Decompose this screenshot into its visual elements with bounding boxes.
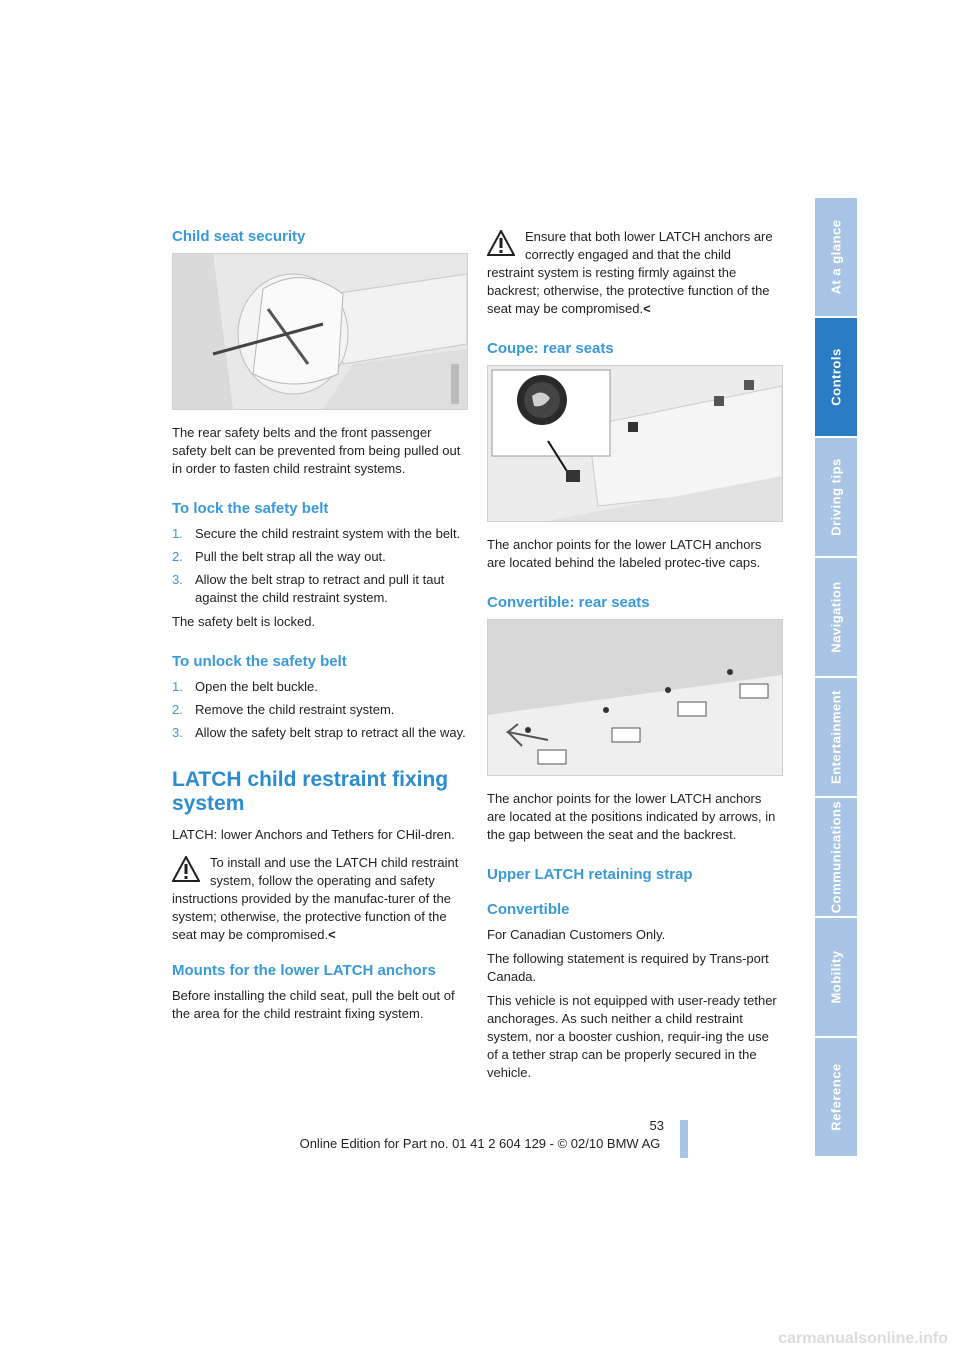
list-item xyxy=(172,548,466,566)
warning-text: To install and use the LATCH child restraint system, follow the operating and safety instructions provided by the manufac-turer of the system; otherwise, the protective function of the seat may be compromised. xyxy=(172,855,459,942)
warning-icon xyxy=(487,230,515,256)
tab-label: Communications xyxy=(828,800,844,914)
step-number: 3. xyxy=(172,725,183,740)
tab-entertainment[interactable] xyxy=(815,678,857,796)
heading-mounts: Mounts for the lower LATCH anchors xyxy=(172,962,436,979)
list-item xyxy=(172,678,466,696)
end-mark: < xyxy=(643,301,651,316)
warning-icon xyxy=(172,856,200,882)
watermark: carmanualsonline.info xyxy=(778,1330,948,1347)
step-text: Allow the safety belt strap to retract all the way. xyxy=(195,725,466,740)
step-number: 2. xyxy=(172,549,183,564)
tab-label: Driving tips xyxy=(828,458,844,536)
paragraph-locked: The safety belt is locked. xyxy=(172,614,316,629)
tab-reference[interactable] xyxy=(815,1038,857,1156)
step-number: 1. xyxy=(172,526,183,541)
end-mark: < xyxy=(328,927,336,942)
heading-child-seat-security: Child seat security xyxy=(172,228,306,245)
warning-install xyxy=(172,854,466,944)
heading-convertible: Convertible xyxy=(487,901,570,918)
tab-label: Entertainment xyxy=(828,690,844,784)
heading-lock-belt: To lock the safety belt xyxy=(172,500,329,517)
paragraph-coupe: The anchor points for the lower LATCH anchors are located behind the labeled protec-tive caps. xyxy=(487,537,762,570)
heading-upper-latch-strap: Upper LATCH retaining strap xyxy=(487,866,693,883)
step-number: 1. xyxy=(172,679,183,694)
paragraph-convertible: The anchor points for the lower LATCH anchors are located at the positions indicated by arrows, in the gap between the seat and the backrest. xyxy=(487,791,776,842)
heading-latch-system: LATCH child restraint fixing system xyxy=(172,768,449,815)
paragraph-canada: For Canadian Customers Only. xyxy=(487,927,666,942)
page-number: 53 xyxy=(649,1118,664,1133)
tab-driving-tips[interactable] xyxy=(815,438,857,556)
warning-text: Ensure that both lower LATCH anchors are correctly engaged and that the child restraint system is resting firmly against the backrest; otherwise, the protective function of the seat may be compromised. xyxy=(487,229,773,316)
step-text: Secure the child restraint system with the belt. xyxy=(195,526,461,541)
paragraph-statement: The following statement is required by Trans-port Canada. xyxy=(487,951,769,984)
paragraph-latch-definition: LATCH: lower Anchors and Tethers for CHil-dren. xyxy=(172,827,455,842)
tab-communications[interactable] xyxy=(815,798,857,916)
paragraph-mounts: Before installing the child seat, pull the belt out of the area for the child restraint fixing system. xyxy=(172,988,455,1021)
step-number: 3. xyxy=(172,572,183,587)
list-item xyxy=(172,571,466,607)
step-text: Open the belt buckle. xyxy=(195,679,318,694)
tab-label: Navigation xyxy=(828,581,844,653)
tab-label: Controls xyxy=(828,348,844,406)
heading-coupe-rear-seats: Coupe: rear seats xyxy=(487,340,614,357)
tab-label: Mobility xyxy=(828,950,844,1004)
step-text: Allow the belt strap to retract and pull it taut against the child restraint system. xyxy=(195,572,445,605)
tab-label: At a glance xyxy=(828,219,844,295)
warning-engage xyxy=(487,228,781,318)
tab-at-a-glance[interactable] xyxy=(815,198,857,316)
tab-controls[interactable] xyxy=(815,318,857,436)
footer-edition: Online Edition for Part no. 01 41 2 604 129 - © 02/10 BMW AG xyxy=(299,1136,661,1151)
heading-unlock-belt: To unlock the safety belt xyxy=(172,653,347,670)
unlock-steps-list xyxy=(172,678,466,742)
chapter-sidebar xyxy=(815,198,857,1160)
right-column xyxy=(487,228,781,1088)
tab-mobility[interactable] xyxy=(815,918,857,1036)
step-text: Remove the child restraint system. xyxy=(195,702,395,717)
tab-label: Reference xyxy=(828,1063,844,1131)
convertible-seat-figure xyxy=(487,619,783,776)
step-text: Pull the belt strap all the way out. xyxy=(195,549,386,564)
paragraph-rear-belts: The rear safety belts and the front passenger safety belt can be prevented from being pulled out in order to fasten child restraint systems. xyxy=(172,425,461,476)
list-item xyxy=(172,701,466,719)
step-number: 2. xyxy=(172,702,183,717)
paragraph-vehicle: This vehicle is not equipped with user-ready tether anchorages. As such neither a child restraint system, nor a booster cushion, requir-ing the use of a tether strap can be properly secured in the vehicle. xyxy=(487,993,777,1080)
list-item xyxy=(172,724,466,742)
child-seat-figure xyxy=(172,253,468,410)
heading-convertible-rear-seats: Convertible: rear seats xyxy=(487,594,650,611)
lock-steps-list xyxy=(172,525,466,607)
list-item xyxy=(172,525,466,543)
tab-navigation[interactable] xyxy=(815,558,857,676)
left-column xyxy=(172,228,466,1029)
coupe-seat-figure xyxy=(487,365,783,522)
